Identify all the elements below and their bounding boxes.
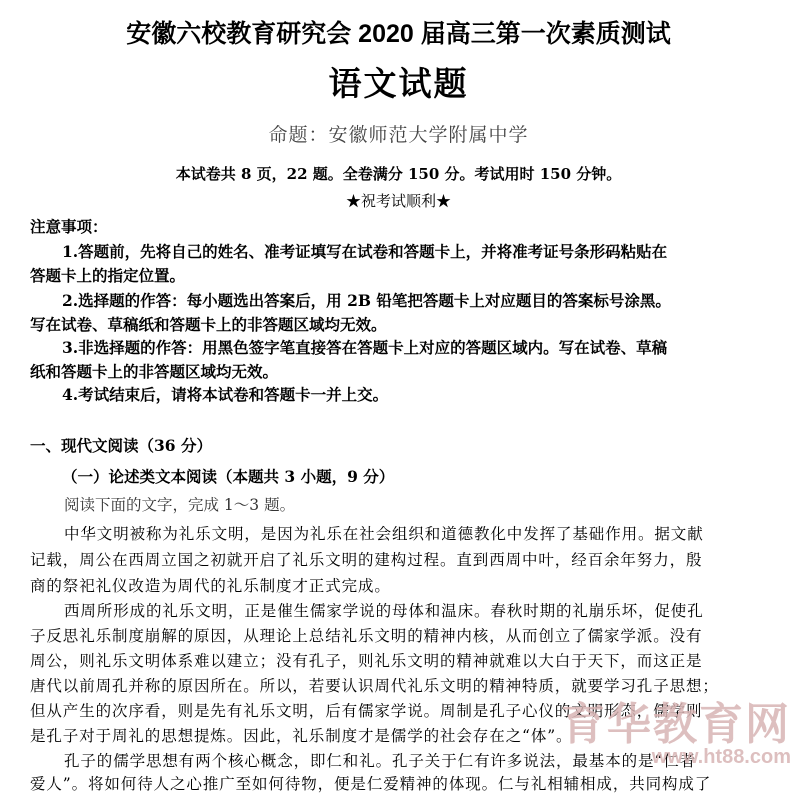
paragraph-line: 孔子的儒学思想有两个核心概念，即仁和礼。孔子关于仁有许多说法，最基本的是“仁者 [64, 752, 697, 770]
exam-info: 本试卷共 8 页，22 题。全卷满分 150 分。考试用时 150 分钟。 [175, 165, 622, 183]
subsection-heading: （一）论述类文本阅读（本题共 3 小题，9 分） [62, 467, 395, 486]
paragraph-line: 记载，周公在西周立国之初就开启了礼乐文明的建构过程。直到西周中叶，经百余年努力，殷 [30, 551, 703, 569]
exam-title: 安徽六校教育研究会 2020 届高三第一次素质测试 [126, 20, 671, 48]
notice-line: 4.考试结束后，请将本试卷和答题卡一并上交。 [62, 385, 389, 404]
notice-line: 写在试卷、草稿纸和答题卡上的非答题区域均无效。 [30, 315, 387, 334]
reading-instruction: 阅读下面的文字，完成 1～3 题。 [64, 496, 296, 514]
paragraph-line: 唐代以前周孔并称的原因所在。所以，若要认识周代礼乐文明的精神特质，就要学习孔子思想； [30, 677, 719, 695]
paragraph-line: 子反思礼乐制度崩解的原因，从理论上总结礼乐文明的精神内核，从而创立了儒家学派。没有 [30, 627, 703, 645]
author-line: 命题：安徽师范大学附属中学 [268, 124, 529, 146]
notice-heading: 注意事项： [30, 217, 108, 236]
notice-line: 1.答题前，先将自己的姓名、准考证填写在试卷和答题卡上，并将准考证号条形码粘贴在 [62, 242, 668, 261]
watermark [561, 688, 791, 769]
notice-line: 答题卡上的指定位置。 [30, 266, 186, 285]
notice-line: 3.非选择题的作答：用黑色签字笔直接答在答题卡上对应的答题区域内。写在试卷、草稿 [62, 338, 668, 357]
paragraph-line: 是孔子对于周礼的思想提炼。因此，礼乐制度才是儒学的社会存在之“体”。 [30, 727, 573, 745]
notice-line: 纸和答题卡上的非答题区域均无效。 [30, 362, 279, 381]
paragraph-line: 爱人”。将如何待人之心推广至如何待物，便是仁爱精神的体现。仁与礼相辅相成，共同构成了 [30, 775, 712, 793]
paragraph-line: 商的祭祀礼仪改造为周代的礼乐制度才正式完成。 [30, 577, 391, 595]
good-luck-line: ★祝考试顺利★ [345, 192, 451, 210]
subject-title: 语文试题 [328, 64, 469, 103]
paragraph-line: 但从产生的次序看，则是先有礼乐文明，后有儒家学说。周制是孔子心仪的文明形态，儒学则 [30, 702, 703, 720]
watermark-text: 育华教育网 [561, 699, 791, 750]
paragraph-line: 中华文明被称为礼乐文明，是因为礼乐在社会组织和道德教化中发挥了基础作用。据文献 [64, 525, 704, 543]
notice-line: 2.选择题的作答：每小题选出答案后，用 2B 铅笔把答题卡上对应题目的答案标号涂黑。 [62, 291, 671, 310]
section-heading: 一、现代文阅读（36 分） [30, 436, 212, 455]
paragraph-line: 西周所形成的礼乐文明，正是催生儒家学说的母体和温床。春秋时期的礼崩乐坏，促使孔 [64, 602, 704, 620]
paragraph-line: 周公，则礼乐文明体系难以建立；没有孔子，则礼乐文明的精神就难以大白于天下，而这正是 [30, 652, 703, 670]
watermark-url: www.ht88.com [651, 746, 791, 768]
